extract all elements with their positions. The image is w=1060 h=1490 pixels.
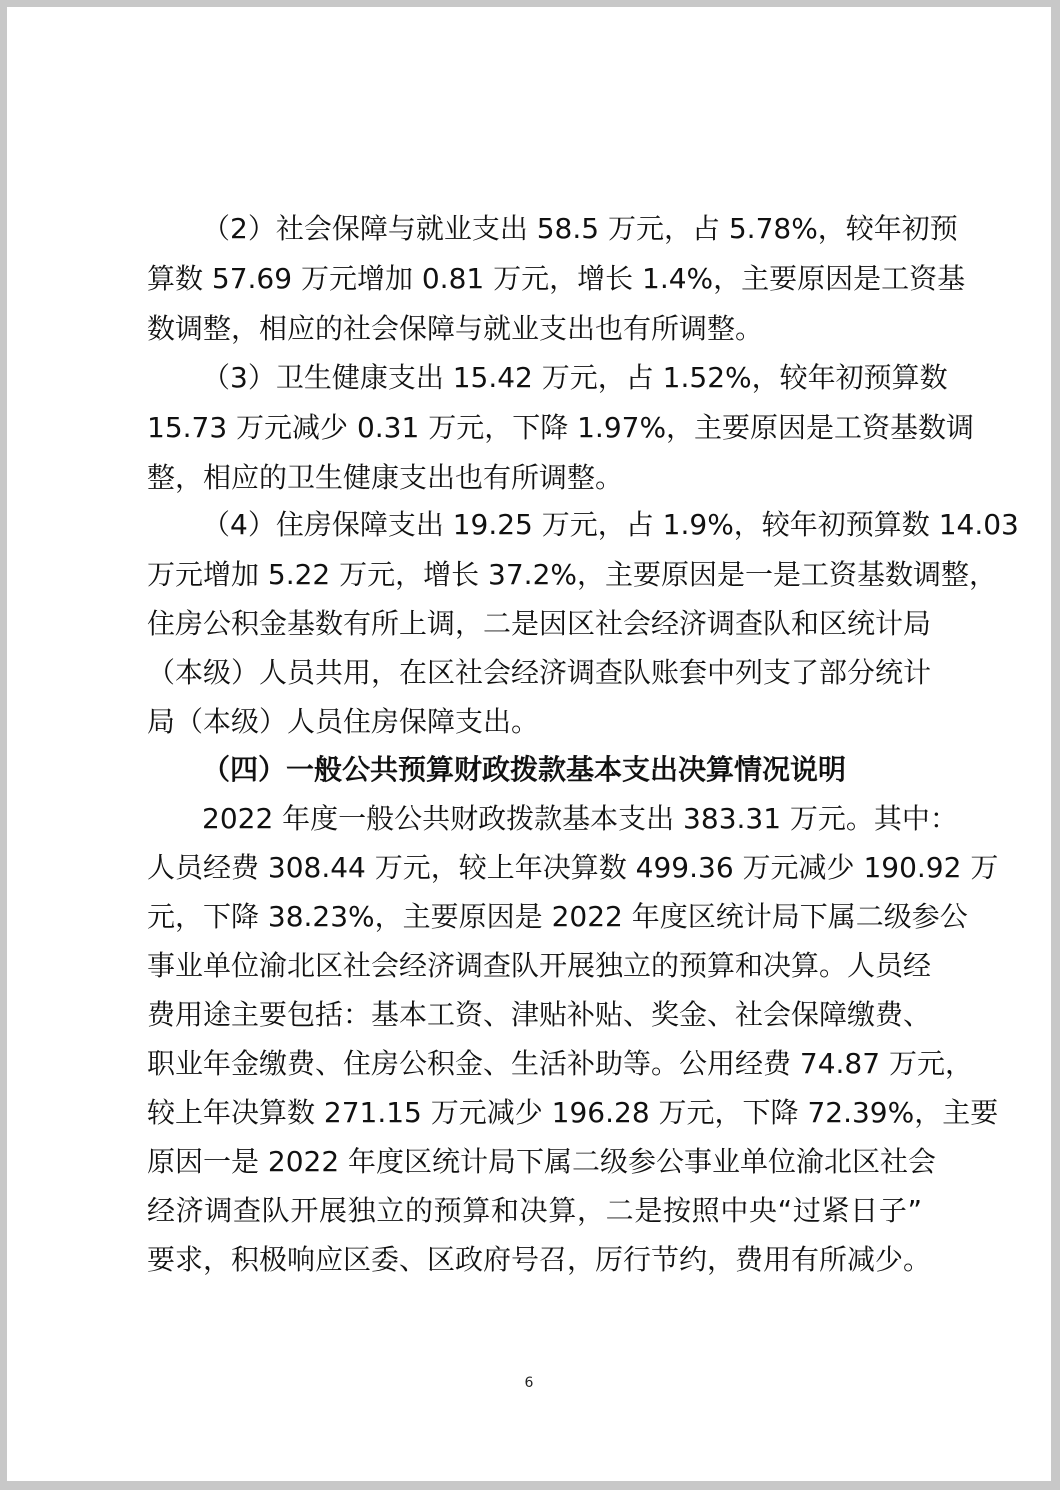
page-number: 6	[524, 1375, 534, 1391]
text-line: 原因一是 2022 年度区统计局下属二级参公事业单位渝北区社会	[147, 1145, 937, 1178]
text-line: 职业年金缴费、住房公积金、生活补助等。公用经费 74.87 万元，	[147, 1047, 973, 1080]
text-line: 算数 57.69 万元增加 0.81 万元，增长 1.4%，主要原因是工资基	[147, 262, 966, 295]
text-line: 较上年决算数 271.15 万元减少 196.28 万元，下降 72.39%，主要	[147, 1096, 999, 1129]
text-line: 2022 年度一般公共财政拨款基本支出 383.31 万元。其中：	[202, 802, 958, 835]
text-line: 经济调查队开展独立的预算和决算，二是按照中央“过紧日子”	[147, 1194, 922, 1227]
text-line: 费用途主要包括：基本工资、津贴补贴、奖金、社会保障缴费、	[147, 998, 932, 1031]
text-line: 整，相应的卫生健康支出也有所调整。	[147, 461, 624, 494]
text-line: （本级）人员共用，在区社会经济调查队账套中列支了部分统计	[147, 656, 932, 689]
text-line: 元，下降 38.23%，主要原因是 2022 年度区统计局下属二级参公	[147, 900, 968, 933]
section-heading: （四）一般公共预算财政拨款基本支出决算情况说明	[202, 753, 847, 786]
document-page	[7, 7, 1051, 1481]
text-line: 人员经费 308.44 万元，较上年决算数 499.36 万元减少 190.92 万	[147, 851, 999, 884]
text-line: （2）社会保障与就业支出 58.5 万元，占 5.78%，较年初预	[202, 212, 958, 245]
text-line: （4）住房保障支出 19.25 万元，占 1.9%，较年初预算数 14.03	[202, 508, 1019, 541]
text-line: 万元增加 5.22 万元，增长 37.2%，主要原因是一是工资基数调整，	[147, 558, 997, 591]
text-line: 住房公积金基数有所上调，二是因区社会经济调查队和区统计局	[147, 607, 932, 640]
text-line: 事业单位渝北区社会经济调查队开展独立的预算和决算。人员经	[147, 949, 932, 982]
text-line: 数调整，相应的社会保障与就业支出也有所调整。	[147, 312, 764, 345]
text-line: 15.73 万元减少 0.31 万元，下降 1.97%，主要原因是工资基数调	[147, 411, 975, 444]
text-line: 局（本级）人员住房保障支出。	[147, 705, 540, 738]
text-line: （3）卫生健康支出 15.42 万元，占 1.52%，较年初预算数	[202, 361, 948, 394]
text-line: 要求，积极响应区委、区政府号召，厉行节约，费用有所减少。	[147, 1243, 932, 1276]
